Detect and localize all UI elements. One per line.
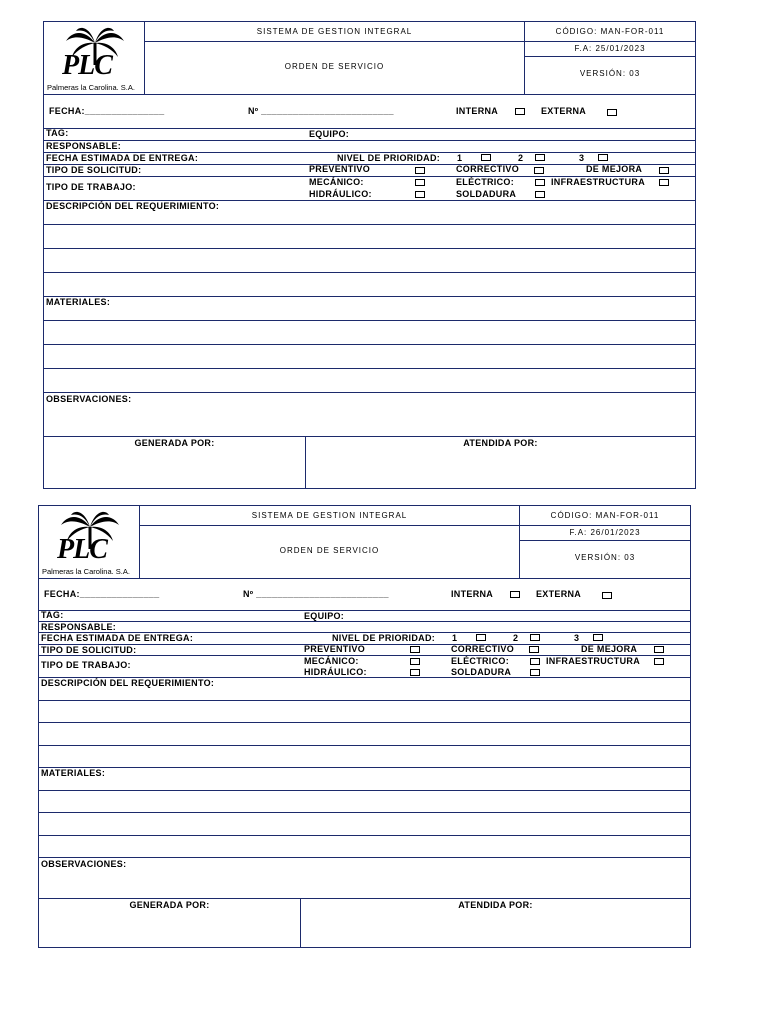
soldadura-label: SOLDADURA [451, 667, 512, 677]
doc-code: CÓDIGO: MAN-FOR-011 [550, 511, 660, 520]
fecha-label: FECHA:_______________ [49, 106, 165, 116]
tag-label: TAG: [41, 609, 64, 620]
generada-label: GENERADA POR: [129, 900, 210, 911]
atendida-label: ATENDIDA POR: [458, 900, 533, 911]
system-title: SISTEMA DE GESTION INTEGRAL [251, 511, 408, 520]
version-cell [525, 57, 695, 94]
materiales-line[interactable] [39, 790, 690, 791]
hidraulico-checkbox[interactable] [410, 669, 420, 676]
equipo-label: EQUIPO: [304, 610, 345, 621]
descripcion-line[interactable] [39, 722, 690, 723]
tipo-trabajo-label: TIPO DE TRABAJO: [41, 660, 131, 671]
mecanico-label: MECÁNICO: [309, 177, 364, 187]
system-title-cell [145, 22, 525, 42]
doc-title-cell [140, 526, 520, 578]
materiales-line[interactable] [39, 812, 690, 813]
mejora-checkbox[interactable] [659, 167, 669, 174]
materiales-label: MATERIALES: [41, 768, 106, 779]
externa-label: EXTERNA [536, 589, 582, 600]
descripcion-line[interactable] [44, 248, 695, 249]
mejora-checkbox[interactable] [654, 646, 664, 653]
prioridad-1-label: 1 [452, 633, 458, 644]
observaciones-label: OBSERVACIONES: [46, 394, 132, 404]
tag-label: TAG: [46, 128, 69, 138]
interna-label: INTERNA [456, 106, 499, 116]
interna-checkbox[interactable] [515, 108, 525, 115]
fecha-entrega-label: FECHA ESTIMADA DE ENTREGA: [46, 153, 199, 163]
mecanico-checkbox[interactable] [415, 179, 425, 186]
doc-code: CÓDIGO: MAN-FOR-011 [555, 27, 665, 36]
numero-label: Nº _________________________ [243, 589, 389, 600]
code-cell [525, 22, 695, 42]
descripcion-line[interactable] [39, 745, 690, 746]
descripcion-line[interactable] [44, 224, 695, 225]
doc-title: ORDEN DE SERVICIO [284, 62, 385, 71]
generada-cell[interactable] [39, 898, 301, 947]
prioridad-3-label: 3 [574, 633, 580, 644]
prioridad-3-checkbox[interactable] [593, 634, 603, 641]
atendida-cell[interactable] [306, 436, 695, 488]
service-order-form-1 [43, 21, 696, 489]
hidraulico-label: HIDRÁULICO: [304, 667, 367, 677]
externa-checkbox[interactable] [602, 592, 612, 599]
interna-label: INTERNA [451, 589, 494, 600]
date-cell [520, 526, 690, 541]
materiales-line[interactable] [39, 835, 690, 836]
doc-title: ORDEN DE SERVICIO [279, 546, 380, 555]
electrico-checkbox[interactable] [530, 658, 540, 665]
tipo-solicitud-label: TIPO DE SOLICITUD: [41, 644, 137, 655]
prioridad-3-label: 3 [579, 153, 585, 163]
interna-checkbox[interactable] [510, 591, 520, 598]
atendida-label: ATENDIDA POR: [463, 438, 538, 448]
responsable-label: RESPONSABLE: [46, 141, 122, 151]
infraestructura-label: INFRAESTRUCTURA [546, 655, 640, 666]
numero-label: Nº _________________________ [248, 106, 394, 116]
doc-title-cell [145, 42, 525, 94]
logo-initials: PLC [62, 50, 112, 81]
mecanico-checkbox[interactable] [410, 658, 420, 665]
infraestructura-checkbox[interactable] [659, 179, 669, 186]
electrico-checkbox[interactable] [535, 179, 545, 186]
correctivo-label: CORRECTIVO [456, 164, 520, 174]
materiales-label: MATERIALES: [46, 297, 111, 307]
logo-cell [44, 22, 145, 94]
prioridad-2-label: 2 [518, 153, 524, 163]
descripcion-label: DESCRIPCIÓN DEL REQUERIMIENTO: [41, 678, 215, 689]
fecha-entrega-label: FECHA ESTIMADA DE ENTREGA: [41, 633, 194, 644]
company-name: Palmeras la Carolina. S.A. [42, 567, 130, 576]
prioridad-2-checkbox[interactable] [530, 634, 540, 641]
preventivo-label: PREVENTIVO [304, 643, 366, 654]
soldadura-label: SOLDADURA [456, 189, 517, 199]
responsable-label: RESPONSABLE: [41, 622, 117, 633]
observaciones-label: OBSERVACIONES: [41, 859, 127, 870]
generada-cell[interactable] [44, 436, 306, 488]
prioridad-label: NIVEL DE PRIORIDAD: [337, 153, 441, 163]
doc-date: F.A: 26/01/2023 [569, 528, 641, 537]
materiales-line[interactable] [44, 368, 695, 369]
system-title-cell [140, 506, 520, 526]
system-title: SISTEMA DE GESTION INTEGRAL [256, 27, 413, 36]
tipo-trabajo-label: TIPO DE TRABAJO: [46, 182, 136, 192]
correctivo-checkbox[interactable] [534, 167, 544, 174]
hidraulico-label: HIDRÁULICO: [309, 189, 372, 199]
preventivo-checkbox[interactable] [410, 646, 420, 653]
descripcion-line[interactable] [39, 700, 690, 701]
externa-label: EXTERNA [541, 106, 587, 116]
infraestructura-checkbox[interactable] [654, 658, 664, 665]
prioridad-1-checkbox[interactable] [476, 634, 486, 641]
materiales-line[interactable] [44, 320, 695, 321]
preventivo-checkbox[interactable] [415, 167, 425, 174]
soldadura-checkbox[interactable] [530, 669, 540, 676]
correctivo-label: CORRECTIVO [451, 643, 515, 654]
infraestructura-label: INFRAESTRUCTURA [551, 177, 645, 187]
fecha-label: FECHA:_______________ [44, 589, 160, 600]
preventivo-label: PREVENTIVO [309, 164, 371, 174]
prioridad-2-checkbox[interactable] [535, 154, 545, 161]
descripcion-label: DESCRIPCIÓN DEL REQUERIMIENTO: [46, 201, 220, 211]
prioridad-label: NIVEL DE PRIORIDAD: [332, 633, 436, 644]
descripcion-line[interactable] [44, 272, 695, 273]
mejora-label: DE MEJORA [586, 164, 643, 174]
doc-version: VERSIÓN: 03 [579, 69, 641, 78]
soldadura-checkbox[interactable] [535, 191, 545, 198]
prioridad-1-checkbox[interactable] [481, 154, 491, 161]
prioridad-2-label: 2 [513, 633, 519, 644]
version-cell [520, 541, 690, 578]
date-cell [525, 42, 695, 57]
equipo-label: EQUIPO: [309, 129, 350, 139]
correctivo-checkbox[interactable] [529, 646, 539, 653]
service-order-form-2 [38, 505, 691, 948]
generada-label: GENERADA POR: [134, 438, 215, 448]
logo-initials: PLC [57, 534, 107, 565]
prioridad-1-label: 1 [457, 153, 463, 163]
hidraulico-checkbox[interactable] [415, 191, 425, 198]
doc-date: F.A: 25/01/2023 [574, 44, 646, 53]
electrico-label: ELÉCTRICO: [456, 177, 514, 187]
prioridad-3-checkbox[interactable] [598, 154, 608, 161]
tipo-solicitud-label: TIPO DE SOLICITUD: [46, 165, 142, 175]
company-name: Palmeras la Carolina. S.A. [47, 83, 135, 92]
atendida-cell[interactable] [301, 898, 690, 947]
electrico-label: ELÉCTRICO: [451, 655, 509, 666]
doc-version: VERSIÓN: 03 [574, 553, 636, 562]
mejora-label: DE MEJORA [581, 643, 638, 654]
externa-checkbox[interactable] [607, 109, 617, 116]
logo-cell [39, 506, 140, 578]
materiales-line[interactable] [44, 344, 695, 345]
code-cell [520, 506, 690, 526]
mecanico-label: MECÁNICO: [304, 655, 359, 666]
